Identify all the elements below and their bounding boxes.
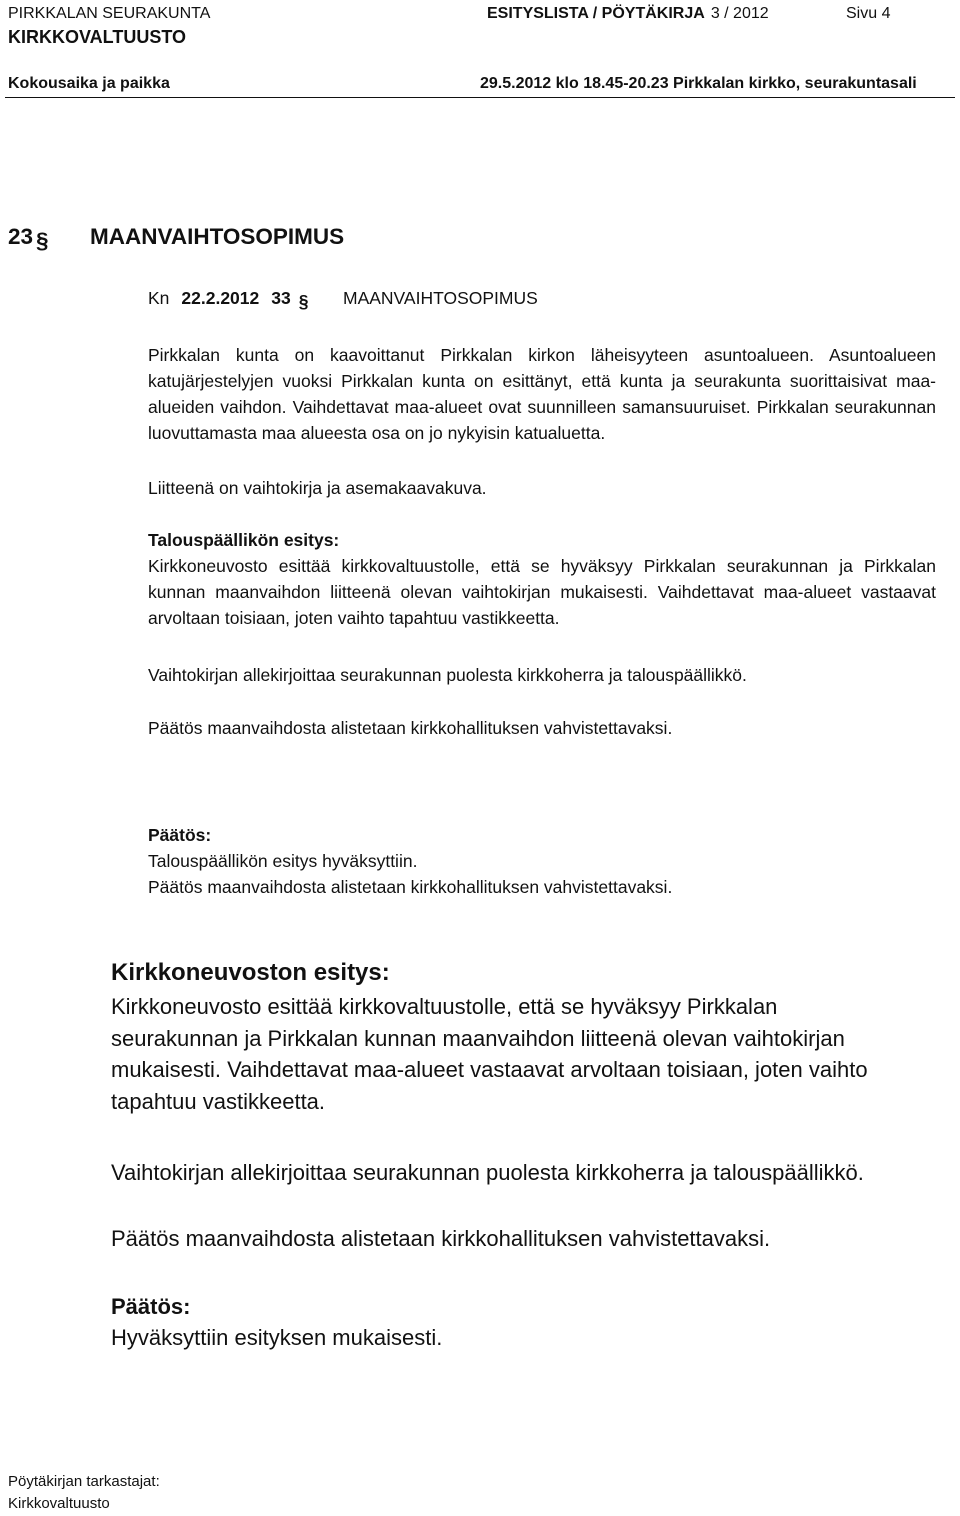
header-meeting-value: 29.5.2012 klo 18.45-20.23 Pirkkalan kirkko, seurakuntasali	[480, 75, 917, 92]
board-decision-label: Päätös:	[111, 1294, 191, 1319]
header-page-number: Sivu 4	[846, 5, 891, 22]
section-number: 23	[8, 224, 34, 249]
background-paragraph: Pirkkalan kunta on kaavoittanut Pirkkalan kirkon läheisyyteen asuntoalueen. Asuntoalueen katujärjestelyjen vuoksi Pirkkalan kunta on esittänyt, että kunta ja seurakunta suorittaisivat maa-alueiden vaihdon. Vaihdettavat maa-alueet ovat suunnilleen samansuuruiset. Pirkkalan seurakunnan luovuttamasta maa alueesta osa on jo nykyisin katualuetta.	[148, 345, 936, 443]
footer-reviewers-label: Pöytäkirjan tarkastajat:	[8, 1473, 160, 1490]
header-divider	[5, 97, 955, 98]
attachments-paragraph: Liitteenä on vaihtokirja ja asemakaavakuva.	[148, 478, 487, 498]
header-doc-number: 3 / 2012	[710, 5, 769, 22]
proposal-text: Kirkkoneuvosto esittää kirkkovaltuustolle, että se hyväksyy Pirkkalan seurakunnan ja Pirkkalan kunnan maanvaihdon liitteenä olevan vaihtokirjan mukaisesti. Vaihdettavat maa-alueet vastaavat arvoltaan toisiaan, joten vaihto tapahtuu vastikkeetta.	[148, 556, 936, 628]
proposal-signing-paragraph: Vaihtokirjan allekirjoittaa seurakunnan puolesta kirkkoherra ja talouspäällikkö.	[148, 665, 747, 685]
proposal-approval-paragraph: Päätös maanvaihdosta alistetaan kirkkohallituksen vahvistettavaksi.	[148, 718, 673, 738]
reference-number: 33	[271, 288, 291, 308]
header-document-type	[487, 4, 769, 24]
header-organization: PIRKKALAN SEURAKUNTA	[8, 5, 211, 22]
proposal-label: Talouspäällikön esitys:	[148, 530, 340, 550]
board-proposal-label: Kirkkoneuvoston esitys:	[111, 959, 390, 986]
reference-date: 22.2.2012	[181, 288, 260, 308]
reference-title: MAANVAIHTOSOPIMUS	[343, 288, 538, 308]
proposal-block	[148, 527, 936, 631]
decision-line: Talouspäällikön esitys hyväksyttiin.	[148, 851, 418, 871]
reference-section-sign: §	[298, 291, 309, 311]
footer-body-name: Kirkkovaltuusto	[8, 1495, 110, 1512]
section-sign: §	[36, 228, 49, 253]
board-signing-paragraph: Vaihtokirjan allekirjoittaa seurakunnan puolesta kirkkoherra ja talouspäällikkö.	[111, 1160, 864, 1185]
header-doc-type-label: ESITYSLISTA / PÖYTÄKIRJA	[487, 5, 705, 22]
decision-line: Päätös maanvaihdosta alistetaan kirkkohallituksen vahvistettavaksi.	[148, 877, 673, 897]
decision-block	[148, 822, 936, 900]
section-title: MAANVAIHTOSOPIMUS	[90, 224, 345, 249]
header-body-name: KIRKKOVALTUUSTO	[8, 27, 186, 47]
section-heading	[8, 222, 345, 253]
board-approval-paragraph: Päätös maanvaihdosta alistetaan kirkkohallituksen vahvistettavaksi.	[111, 1226, 771, 1251]
board-decision-text: Hyväksyttiin esityksen mukaisesti.	[111, 1325, 443, 1350]
reference-line	[148, 286, 538, 311]
decision-label: Päätös:	[148, 825, 212, 845]
reference-prefix: Kn	[148, 288, 170, 308]
header-meeting-label: Kokousaika ja paikka	[8, 75, 170, 92]
board-proposal-text: Kirkkoneuvosto esittää kirkkovaltuustolle, että se hyväksyy Pirkkalan seurakunnan ja Pirkkalan kunnan maanvaihdon liitteenä olevan vaihtokirjan mukaisesti. Vaihdettavat maa-alueet vastaavat arvoltaan toisiaan, joten vaihto tapahtuu vastikkeetta.	[111, 994, 868, 1114]
